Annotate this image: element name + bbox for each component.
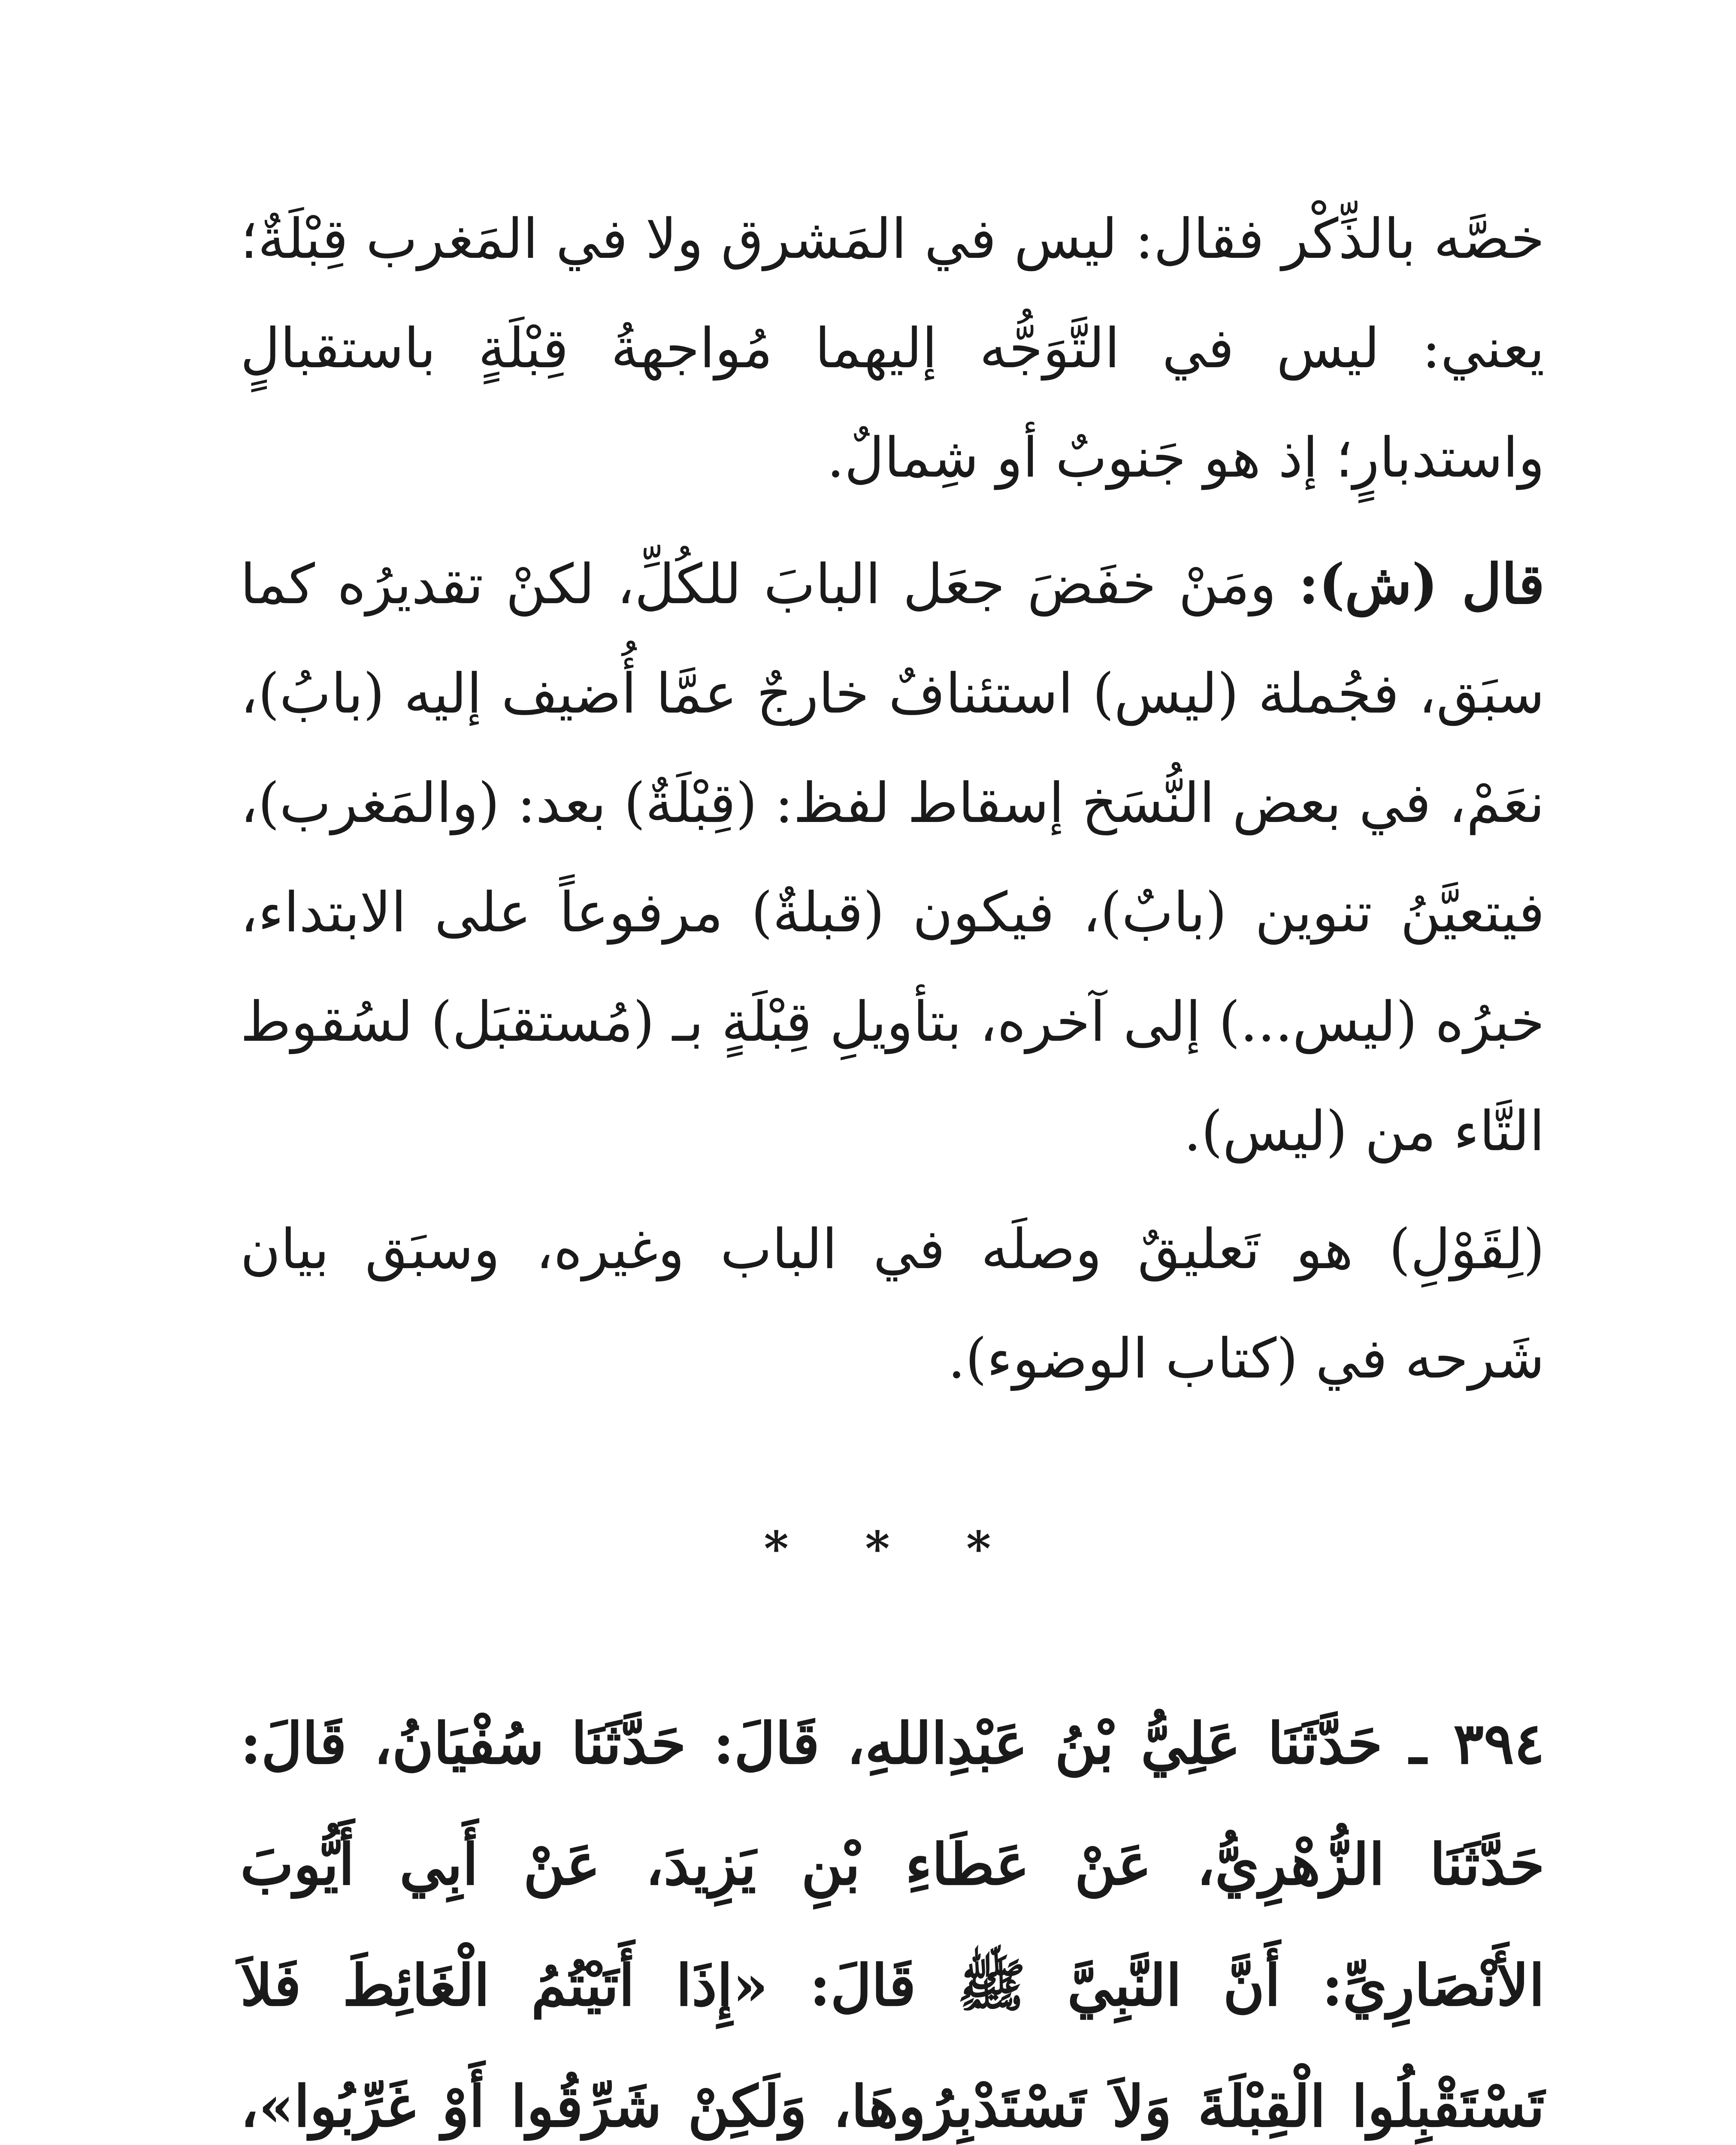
- section-separator: * * *: [764, 1521, 1021, 1576]
- hadith-paragraph: [240, 1683, 1545, 2145]
- commentary-paragraph-1: خصَّه بالذِّكْر فقال: ليس في المَشرق ولا في المَغرب قِبْلَةٌ؛ يعني: ليس في التَّوَجُّه إليهما مُواجهةُ قِبْلَةٍ باستقبالٍ واستدبارٍ؛ إذ هو جَنوبٌ أو شِمالٌ.: [240, 207, 1545, 490]
- commentary-paragraph-3: (لِقَوْلِ) هو تَعليقٌ وصلَه في الباب وغيره، وسبَق بيان شَرحه في (كتاب الوضوء).: [240, 1218, 1545, 1391]
- commentary-paragraph-2-text: ومَنْ خفَضَ جعَل البابَ للكُلِّ، لكنْ تقديرُه كما سبَق، فجُملة (ليس) استئنافٌ خارجٌ عمَّا أُضيف إليه (بابُ)، نعَمْ، في بعض النُّسَخ إسقاط لفظ: (قِبْلَةٌ) بعد: (والمَغرب)، فيتعيَّنُ تنوين (بابٌ)، فيكون (قبلةٌ) مرفوعاً على الابتداء، خبرُه (ليس...) إلى آخره، بتأويلِ قِبْلَةٍ بـ (مُستقبَل) لسُقوط التَّاء من (ليس).: [240, 553, 1545, 1163]
- page-body: [240, 184, 1545, 2145]
- hadith-text: حَدَّثَنَا عَلِيُّ بْنُ عَبْدِاللهِ، قَالَ: حَدَّثَنَا سُفْيَانُ، قَالَ: حَدَّثَنَا الزُّهْرِيُّ، عَنْ عَطَاءِ بْنِ يَزِيدَ، عَنْ أَبِي أَيُّوبَ الأَنْصَارِيِّ: أَنَّ النَّبِيَّ ﷺ قَالَ: «إِذَا أَتَيْتُمُ الْغَائِطَ فَلاَ تَسْتَقْبِلُوا الْقِبْلَةَ وَلاَ تَسْتَدْبِرُوهَا، وَلَكِنْ شَرِّقُوا أَوْ غَرِّبُوا»،: [240, 1710, 1545, 2140]
- commentary-label: قال (ش):: [1298, 552, 1545, 616]
- commentary-paragraph-2: [240, 530, 1545, 1186]
- hadith-number: ٣٩٤ ـ: [1409, 1710, 1545, 1777]
